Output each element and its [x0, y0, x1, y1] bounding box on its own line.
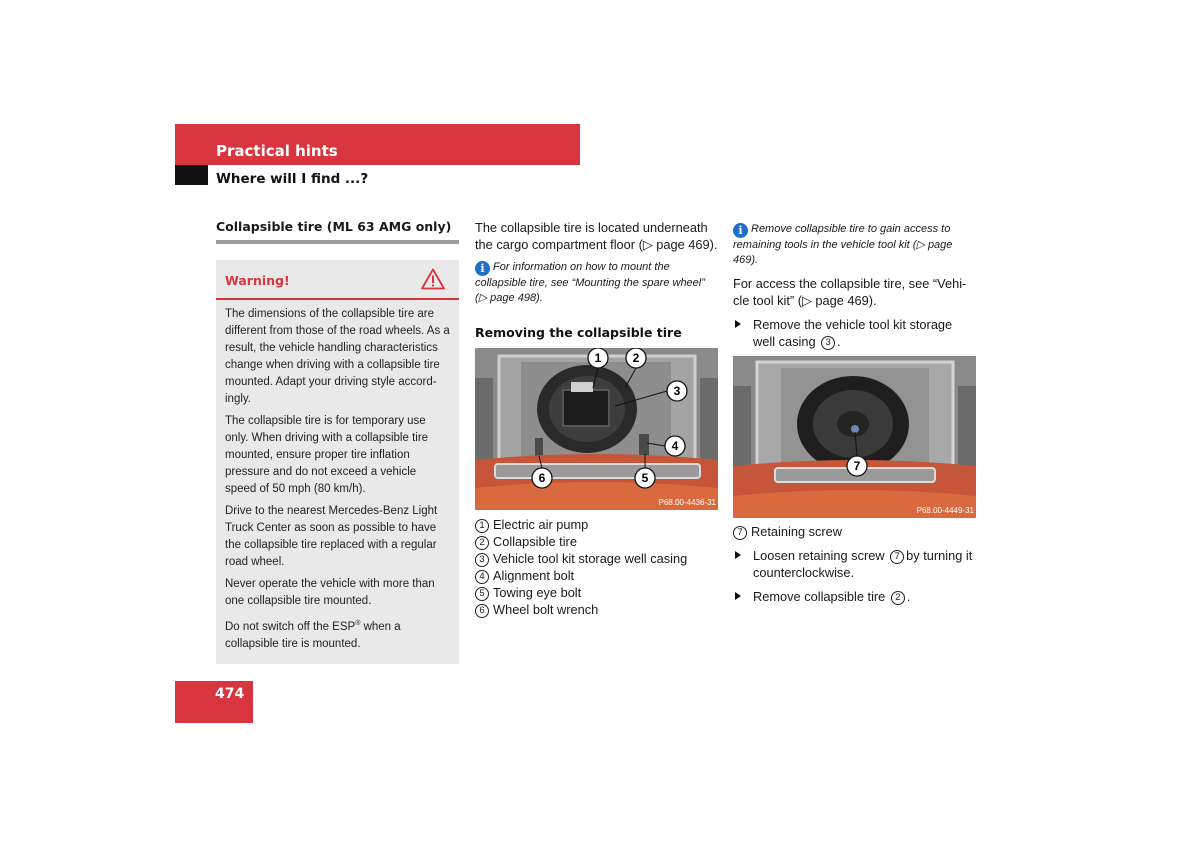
- instruction-bullet: Remove the vehicle tool kit storage well casing 3 .: [733, 316, 976, 350]
- access-text: For access the collapsible tire, see “Vehi-cle tool kit” (▷ page 469).: [733, 276, 967, 308]
- callout-number: 3: [821, 336, 835, 350]
- warning-body: [216, 300, 459, 653]
- callout-6: [532, 456, 552, 488]
- bullet-text: Remove collapsible tire: [753, 589, 886, 604]
- legend-label: Electric air pump: [493, 517, 589, 532]
- subheading: Removing the collapsible tire: [475, 325, 682, 340]
- section-subtitle: Where will I find ...?: [216, 171, 369, 187]
- callout-4: [647, 436, 685, 456]
- legend-item: [475, 584, 718, 601]
- instruction-bullet: [733, 547, 976, 581]
- bullet-text: Remove the vehicle tool kit storage well casing: [753, 317, 953, 349]
- intro-text: The collapsible tire is located underneath the cargo compartment floor (▷ page 469).: [475, 220, 718, 252]
- callout-number: 3: [475, 553, 489, 567]
- warning-paragraph: Drive to the nearest Mercedes-Benz Light Truck Center as soon as possible to have the collapsible tire replaced with a regular road wheel.: [225, 505, 438, 568]
- legend-list: [475, 516, 718, 618]
- callout-number: 1: [475, 519, 489, 533]
- info-icon: i: [475, 261, 490, 276]
- callout-number: 6: [475, 604, 489, 618]
- legend-item: [475, 567, 718, 584]
- photo-caption: P68.00-4449-31: [916, 506, 974, 515]
- instruction-bullet: Remove collapsible tire 2 .: [733, 588, 976, 605]
- info-note: [733, 222, 976, 268]
- callout-number: 7: [890, 550, 904, 564]
- callout-1: [588, 348, 608, 388]
- legend-item: [475, 516, 718, 533]
- right-column: [733, 219, 976, 605]
- callout-7: [847, 432, 867, 476]
- svg-text:7: 7: [853, 459, 861, 473]
- chapter-header-bar: [175, 124, 580, 165]
- callout-3: [615, 381, 687, 406]
- bullet-triangle-icon: [735, 592, 741, 600]
- page-number-box: [175, 681, 253, 723]
- warning-paragraph: The collapsible tire is for temporary use only. When driving with a collapsible tire mounted, ensure proper tire inflation pressure and do not exceed a vehicle speed of 50 mph (80 km/h).: [225, 415, 429, 495]
- legend-item: [475, 550, 718, 567]
- svg-text:4: 4: [671, 439, 679, 453]
- warning-paragraph: The dimensions of the collapsible tire are different from those of the road wheels. As a result, the vehicle handling characteristics change when driving with a collapsible tire mounted. Adapt your driving style accord-ingly.: [225, 308, 450, 405]
- svg-text:5: 5: [641, 471, 649, 485]
- left-column: [216, 219, 459, 664]
- svg-text:1: 1: [594, 351, 602, 365]
- cargo-photo-1: [475, 348, 718, 510]
- info-text: For information on how to mount the collapsible tire, see “Mounting the spare wheel” (▷ page 498).: [475, 261, 705, 304]
- warning-paragraph: Never operate the vehicle with more than one collapsible tire mounted.: [225, 578, 435, 607]
- warning-header: [216, 260, 459, 300]
- callout-number: 2: [891, 591, 905, 605]
- legend-label: Retaining screw: [751, 524, 843, 539]
- esp-text-end: when a collapsible tire is mounted.: [225, 620, 401, 650]
- warning-label: Warning!: [225, 273, 290, 288]
- bullet-text: Loosen retaining screw: [753, 548, 885, 563]
- legend-label: Vehicle tool kit storage well casing: [493, 551, 688, 566]
- legend-label: Alignment bolt: [493, 568, 575, 583]
- section-title: Collapsible tire (ML 63 AMG only): [216, 219, 459, 244]
- registered-mark: ®: [355, 620, 361, 627]
- bullet-text-end: by turning it counterclockwise.: [753, 548, 973, 580]
- bullet-triangle-icon: [735, 320, 741, 328]
- callout-number: 2: [475, 536, 489, 550]
- legend-item: [475, 533, 718, 550]
- callout-number: 5: [475, 587, 489, 601]
- warning-box: [216, 260, 459, 664]
- callout-5: [635, 454, 655, 488]
- chapter-title: Practical hints: [216, 142, 338, 160]
- callout-2: [625, 348, 646, 388]
- header-marker: [175, 165, 208, 185]
- svg-text:3: 3: [673, 384, 681, 398]
- callout-overlay: [733, 356, 976, 518]
- page-number: 474: [215, 686, 245, 702]
- legend-label: Collapsible tire: [493, 534, 577, 549]
- info-icon: i: [733, 223, 748, 238]
- svg-text:6: 6: [538, 471, 546, 485]
- info-note: [475, 260, 718, 306]
- bullet-triangle-icon: [735, 551, 741, 559]
- info-text: Remove collapsible tire to gain access to remaining tools in the vehicle tool kit (▷ page 469).: [733, 223, 953, 266]
- legend-label: Wheel bolt wrench: [493, 602, 599, 617]
- legend-label: Towing eye bolt: [493, 585, 582, 600]
- cargo-photo-2: [733, 356, 976, 518]
- middle-column: [475, 219, 718, 618]
- callout-number: 4: [475, 570, 489, 584]
- callout-number: 7: [733, 526, 747, 540]
- legend-item: [475, 601, 718, 618]
- esp-text: Do not switch off the ESP: [225, 620, 356, 633]
- photo-caption: P68.00-4436-31: [658, 498, 716, 507]
- svg-text:2: 2: [632, 351, 640, 365]
- warning-paragraph: [225, 615, 450, 653]
- callout-overlay: [475, 348, 718, 510]
- legend-item: [733, 523, 976, 540]
- warning-triangle-icon: [421, 268, 445, 290]
